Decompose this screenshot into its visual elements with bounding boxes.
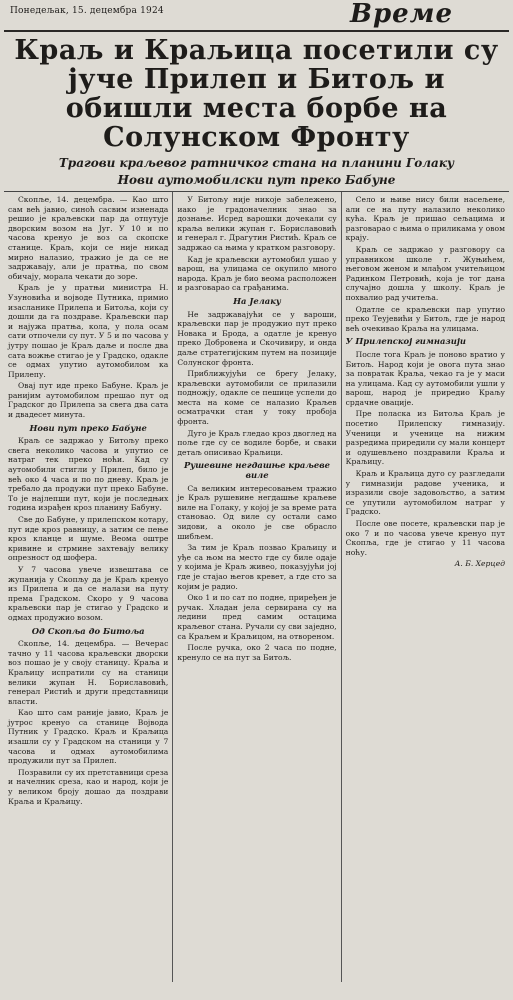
paragraph: У 7 часова увече извештава се жупанија у Скопљу да је Краљ кренуо из Прилепа и да се налази на путу према Градском. Скоро у 9 часова краљевски пар је стигао у Градско и одмах продужио возом. — [8, 564, 169, 622]
paragraph: Скопље, 14. децембра. — Као што сам већ јавио, синоћ сасвим изненада решио је краљевски пар да отпутује дворским возом на Југ. У 10 и по часова кренуо је воз са скопске станице. Краљ, који се није никад мирно налазио, тражио је да се не задржавају, али је пратња, по свом обичају, морала чекати до зоре. — [8, 195, 169, 281]
paragraph: Око 1 и по сат по подне, приређен је ручак. Хладан јела сервирана су на ледини пред самим остацима краљевог стана. Ручали су сви заједно, са Краљем и Краљицом, на отвореном. — [177, 593, 337, 641]
section-heading: Од Скопља до Битоља — [31, 625, 145, 636]
section-heading: На Јелаку — [233, 295, 281, 306]
paragraph: Одатле се краљевски пар упутио преко Теујевићи у Битољ, где је народ већ очекивао Краља на улицама. — [345, 304, 506, 333]
paragraph: Са великим интересовањем тражио је Краљ рушевине негдашње краљеве виле на Голаку, у којој је за време рата становао. Од виле су остали само зидови, а около је све обрасло шибљем. — [177, 483, 337, 541]
article-columns — [4, 192, 509, 982]
subheadline-secondary: Нови аутомобилски пут преко Бабуне — [4, 173, 509, 192]
column-2 — [172, 192, 340, 982]
paragraph: Не задржавајући се у вароши, краљевски пар је продужио пут преко Новака и Брода, а одатле је кренуо преко Добровенa и Скочивиру, и онда даље стратегијским путем на позиције Солунског фронта. — [177, 309, 337, 367]
paragraph: Дуго је Краљ гледао кроз двоглед на поље где су се водиле борбе, и сваки детаљ описивао Краљици. — [177, 428, 337, 457]
paragraph: Краљ је у пратњи министра Н. Узуновића и војводе Путника, примио изасланике Прилепа и Битоља, који су дошли да га поздраве. Краљевски пар и најужа пратња, кола, у пола осам сати отпочели су пут. У 5 и по часова у јутру пошао је Краљ даље и после два сата вожње стигао је у Градско, одакле се одмах упутио аутомобилом ка Прилепу. — [8, 283, 169, 379]
paragraph: После ручка, око 2 часа по подне, кренуло се на пут за Битољ. — [177, 643, 337, 662]
paragraph: Краљ се задржао у разговору са управником школе г. Жуњићем, његовом женом и млађом учитељицом Радинком Петровић, која је тог дана случајно дошла у школу. Краљ је похвалио рад учитеља. — [345, 244, 506, 302]
paragraph: Позравили су их претставници среза и начелник среза, као и народ, који је у великом броју дошао да поздрави Краља и Краљицу. — [8, 767, 169, 806]
section-heading: У Прилепској гимназији — [345, 336, 466, 347]
paragraph: Овај пут иде преко Бабуне. Краљ је ранијим аутомобилом прешао пут од Градског до Прилепа за свега два сата и двадесет минута. — [8, 381, 169, 420]
author-signature: А. Б. Херцед — [454, 559, 506, 569]
paragraph: Село и њиве нису били насељене, али се на путу налазило неколико кућа. Краљ је пришао сељацима и разговарао с њима о приликама у овом крају. — [345, 195, 506, 243]
paragraph: После ове посете, краљевски пар је око 7 и по часова увече кренуо пут Скопља, где је стигао у 11 часова ноћу. — [345, 519, 506, 557]
paragraph: Све до Бабуне, у прилепском котару, пут иде кроз равницу, а затим се пење кроз кланце и шуме. Веома оштре кривине и стрмине захтевају велику опрезност од шофера. — [8, 515, 169, 563]
paragraph: Скопље, 14. децембра. — Вечерас тачно у 11 часова краљевски дворски воз пошао је у своју станицу. Краља и Краљицу испратили су на станици велики жупан Н. Бориславовић, генерал Ристић и други представници власти. — [8, 639, 169, 706]
section-heading: Нови пут преко Бабуне — [29, 422, 147, 433]
masthead — [4, 0, 509, 32]
paragraph: У Битољу није никоје забележено, иако је градоначелник знао за дознање. Исред варошки дочекали су краља велики жупан г. Бориславовић и генерал г. Драгутин Ристић. Краљ се задржао са њима у кратком разговору. — [177, 195, 337, 252]
paragraph: Као што сам раније јавио, Краљ је јутрос кренуо са станице Војвода Путник у Градско. Краљ и Краљица изашли су у Градском на станици у 7 часова и одмах аутомобилима продужили пут за Прилеп. — [8, 708, 169, 766]
dateline: Понедељак, 15. децембра 1924 — [10, 6, 164, 16]
newspaper-brand: Време — [350, 0, 453, 29]
paragraph: За тим је Краљ позвао Краљицу и уђе са њом на место где су биле одаје у којима је Краљ живео, показујући јој где је стајао његов кревет, а где сто за којим је радио. — [177, 543, 337, 591]
paragraph: Краљ и Краљица дуго су разгледали у гимназији радове ученика, и изразили своје задовољство, а затим се упутили аутомобилом натраг у Градско. — [345, 469, 506, 517]
paragraph: После тога Краљ је поново вратио у Битољ. Народ који је овога пута знао за повратак Краља, чекао га је у маси на улицама. Кад су аутомобили ушли у варош, народ је приредио Краљу срдачне овације. — [345, 349, 506, 407]
paragraph: Кад је краљевски аутомобил ушао у варош, на улицама се окупило много народа. Краљ је био веома расположен и разговарао са грађанима. — [177, 254, 337, 293]
column-1 — [4, 192, 172, 982]
paragraph: Приближујући се брегу Јелаку, краљевски аутомобили се прилазили подножју, одакле се пешице успели до места на коме се налазио Краљев осматрачки стан у току пробоја фронта. — [177, 369, 337, 427]
headline: Краљ и Краљица посетили су јуче Прилеп и Битољ и обишли места борбе на Солунском Фронту — [14, 35, 499, 153]
paragraph: Пре поласка из Битоља Краљ је посетио Прилепску гимназију. Ученици и ученице на нижим разредима приредили су мали концерт и одушевљено поздравили Краља и Краљицу. — [345, 409, 506, 467]
section-heading: Рушевине негдашње краљеве виле — [183, 460, 330, 481]
paragraph: Краљ се задржао у Битољу преко свега неколико часова и упутио се натраг тек преко ноћи. Кад су аутомобили стигли у Прилеп, било је већ око 4 часа и по по дневу. Краљ је требало да продужи пут преко Бабуне. То је најлепши пут, који је последњих година израђен кроз планину Бабуну. — [8, 436, 169, 513]
column-3 — [341, 192, 509, 982]
subheadline: Трагови краљевог ратничког стана на планини Голаку — [58, 156, 455, 170]
